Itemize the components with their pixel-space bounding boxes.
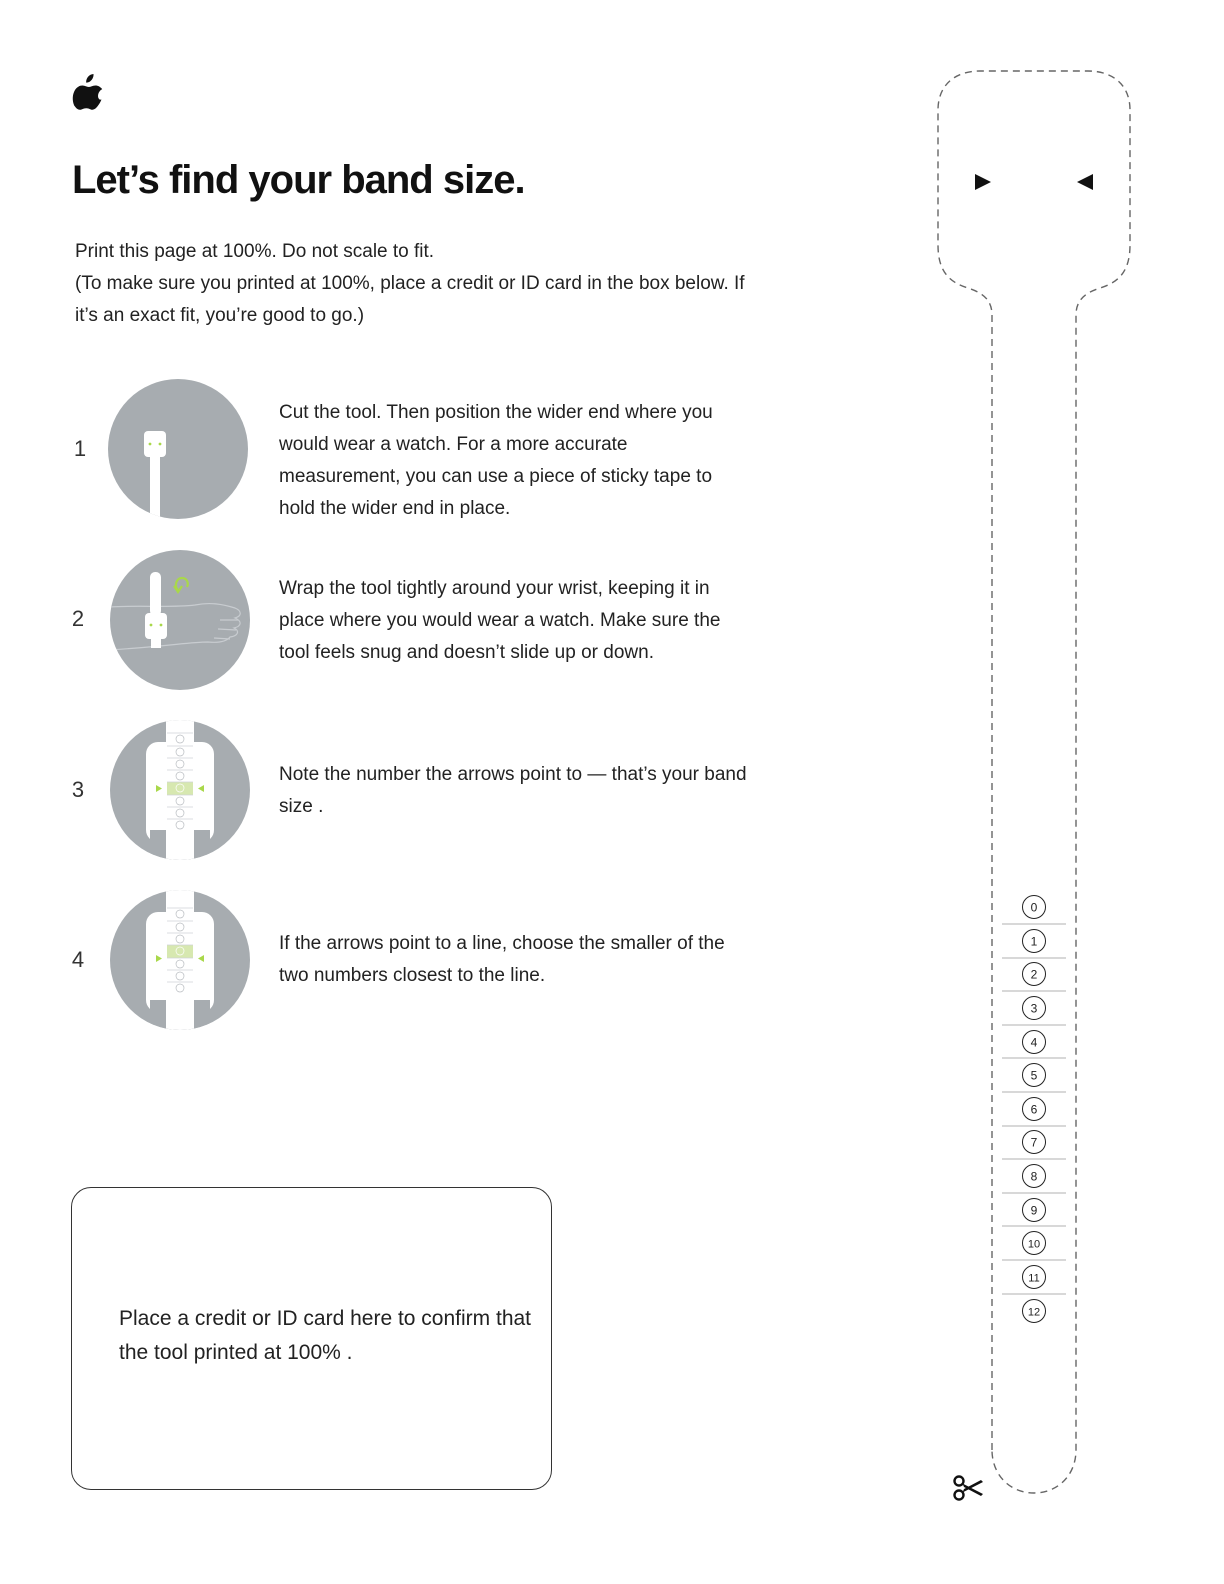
svg-text:6: 6 <box>1030 1102 1038 1117</box>
intro-line-2: (To make sure you printed at 100%, place a credit or ID card in the box below. If it’s an exact fit, you’re good to go.) <box>75 273 745 326</box>
svg-text:4: 4 <box>1030 1035 1038 1050</box>
wrist-wrap-illustration <box>110 550 250 690</box>
credit-card-placement-box <box>71 1187 552 1490</box>
svg-text:7: 7 <box>1030 1135 1038 1150</box>
intro-line-1: Print this page at 100%. Do not scale to fit. <box>75 241 435 262</box>
svg-text:0: 0 <box>1030 900 1038 915</box>
svg-text:11: 11 <box>1028 1272 1040 1285</box>
svg-text:2: 2 <box>1030 967 1038 982</box>
svg-text:12: 12 <box>1027 1306 1041 1319</box>
page-title: Let’s find your band size. <box>72 158 525 202</box>
step-number: 1 <box>73 436 87 461</box>
step-number: 3 <box>71 777 85 802</box>
svg-text:9: 9 <box>1030 1203 1038 1218</box>
scissors-icon <box>952 1474 986 1502</box>
step-text: Wrap the tool tightly around your wrist, keeping it in place where you would wear a watch. Make sure the tool feels snug and doesn’t slide up or down. <box>279 578 721 663</box>
svg-text:5: 5 <box>1030 1068 1038 1083</box>
band-size-tool <box>930 60 1140 1510</box>
tool-cut-illustration <box>108 379 248 519</box>
step-number: 4 <box>71 947 85 972</box>
arrows-on-line-illustration <box>110 890 250 1030</box>
svg-text:3: 3 <box>1030 1001 1038 1016</box>
step-text: Cut the tool. Then position the wider end where you would wear a watch. For a more accurate measurement, you can use a piece of sticky tape to hold the wider end in place. <box>279 402 713 519</box>
svg-text:1: 1 <box>1030 934 1038 949</box>
right-arrow-icon <box>975 174 991 190</box>
svg-text:10: 10 <box>1027 1238 1041 1251</box>
svg-text:8: 8 <box>1030 1169 1038 1184</box>
intro-instructions <box>75 236 755 332</box>
arrows-on-number-illustration <box>110 720 250 860</box>
apple-logo-icon <box>72 72 104 110</box>
size-scale <box>1002 896 1066 1323</box>
card-box-text: Place a credit or ID card here to confirm that the tool printed at 100% . <box>119 1307 532 1364</box>
step-text: Note the number the arrows point to — that’s your band size . <box>279 764 747 817</box>
left-arrow-icon <box>1077 174 1093 190</box>
step-text: If the arrows point to a line, choose the smaller of the two numbers closest to the line. <box>279 933 725 986</box>
step-number: 2 <box>71 606 85 631</box>
